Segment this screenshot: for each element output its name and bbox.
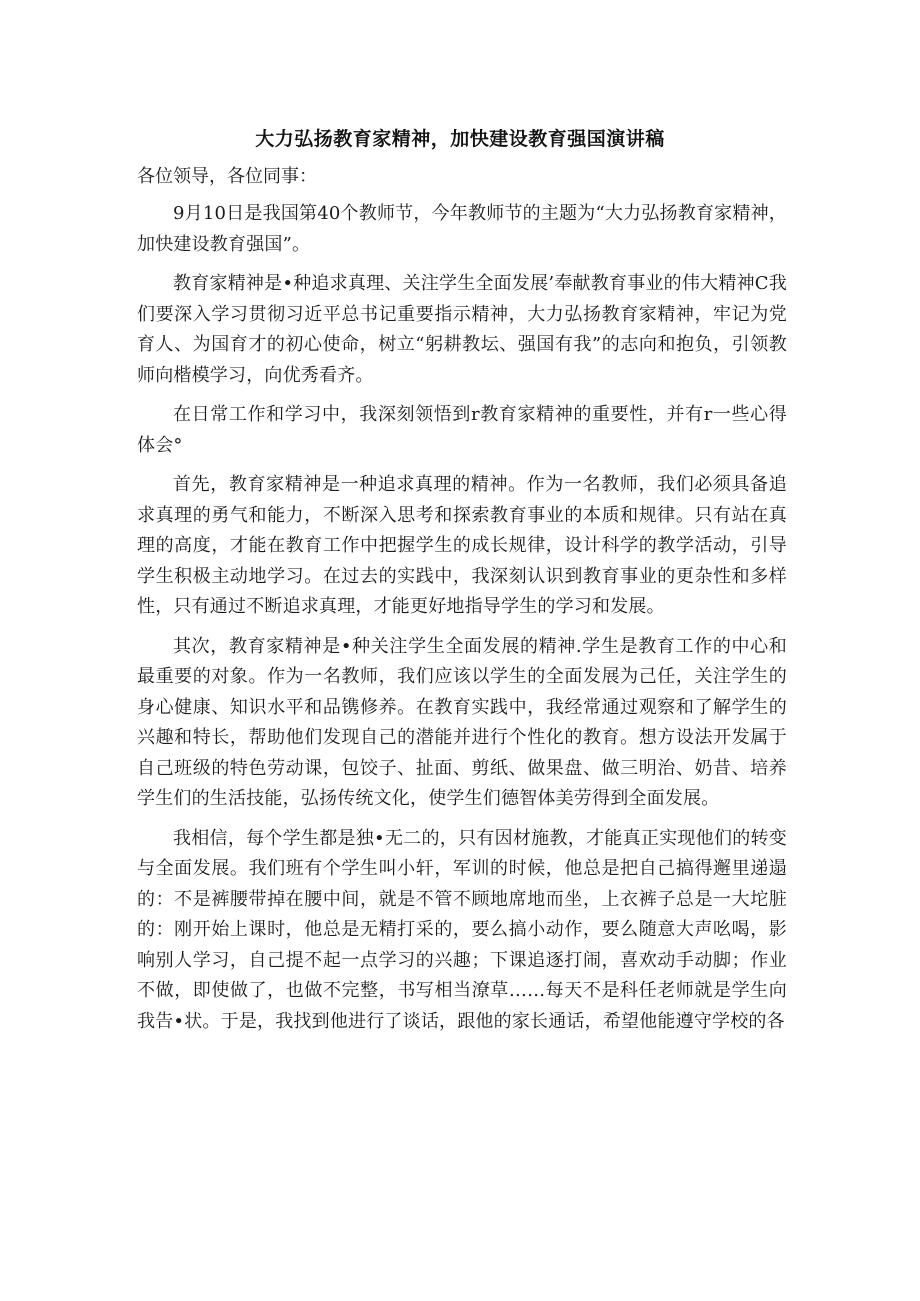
document-body xyxy=(137,199,787,1046)
paragraph: 首先，教育家精神是一种追求真理的精神。作为一名教师，我们必须具备追求真理的勇气和能力，不断深入思考和探索教育事业的本质和规律。只有站在真理的高度，才能在教育工作中把握学生的成长规律，设计科学的教学活动，引导学生积极主动地学习。在过去的实践中，我深刻认识到教育事业的更杂性和多样性，只有通过不断追求真理，才能更好地指导学生的学习和发展。 xyxy=(137,474,787,617)
paragraph: 在日常工作和学习中，我深刻领悟到r教育家精神的重要性，并有r一些心得体会° xyxy=(137,404,787,456)
paragraph: 9月10日是我国第40个教师节，今年教师节的主题为“大力弘扬教育家精神，加快建设教育强国”。 xyxy=(137,203,787,255)
paragraph: 教育家精神是•种追求真理、关注学生全面发展’奉献教育事业的伟大精神C我们要深入学习贯彻习近平总书记重要指示精神，大力弘扬教育家精神，牢记为党育人、为国育才的初心使命，树立“躬耕教坛、强国有我”的志向和抱负，引领教师向楷模学习，向优秀看齐。 xyxy=(137,273,787,386)
paragraph: 其次，教育家精神是•种关注学生全面发展的精神.学生是教育工作的中心和最重要的对象。作为一名教师，我们应该以学生的全面发展为己任，关注学生的身心健康、知识水平和品镌修养。在教育实践中，我经常通过观察和了解学生的兴趣和特长，帮助他们发现自己的潜能并进行个性化的教育。想方设法开发属于自己班级的特色劳动课，包饺子、扯面、剪纸、做果盘、做三明治、奶昔、培养学生们的生活技能，弘扬传统文化，使学生们德智体美劳得到全面发展。 xyxy=(137,635,787,809)
paragraph: 我相信，每个学生都是独•无二的，只有因材施教，才能真正实现他们的转变与全面发展。我们班有个学生叫小轩，军训的时候，他总是把自己搞得邂里递遢的：不是裤腰带掉在腰中间，就是不管不顾地席地而坐，上衣裤子总是一大坨脏的：刚开始上课时，他总是无精打采的，要么搞小动作，要么随意大声吆喝，影响别人学习，自己提不起一点学习的兴趣；下课追逐打闹，喜欢动手动脚；作业不做，即使做了，也做不完整，书写相当潦草……每天不是科任老师就是学生向我告•状。于是，我找到他进行了谈话，跟他的家长通话，希望他能遵守学校的各 xyxy=(137,827,787,1032)
document-title: 大力弘扬教育家精神，加快建设教育强国演讲稿 xyxy=(255,128,665,150)
salutation: 各位领导，各位同事： xyxy=(137,166,317,187)
